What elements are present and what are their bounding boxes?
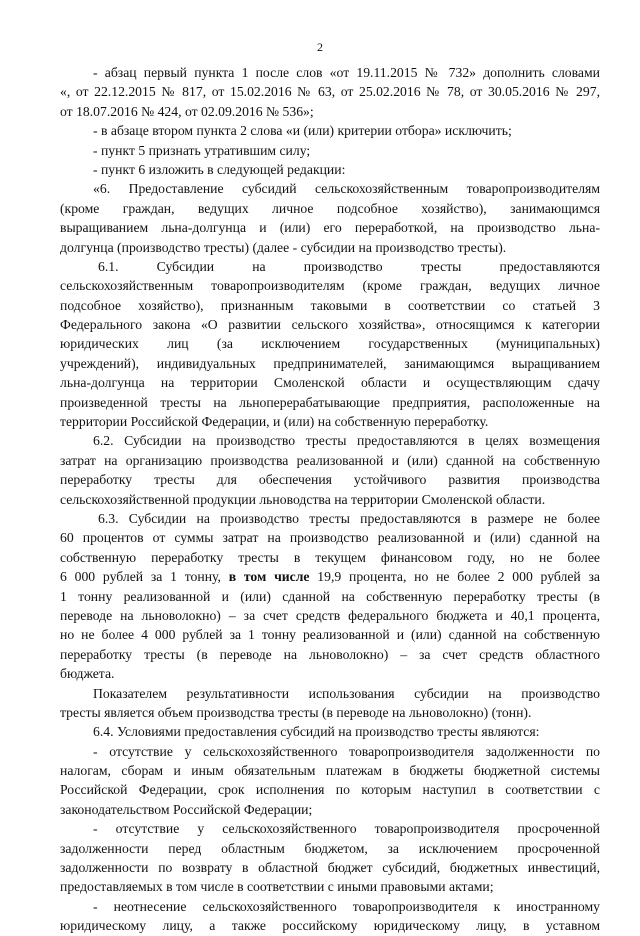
text-line: затрат на организацию производства реализованной и (или) сданной на собственную xyxy=(60,452,600,468)
text-line: 6.2. Субсидии на производство тресты предоставляются в целях возмещения xyxy=(93,433,600,449)
text-line: задолженности перед областным бюджетом, за исключением просроченной xyxy=(60,840,600,856)
text-line: переработку тресты (в переводе на льноволокно) – за счет средств областного xyxy=(60,646,600,662)
text-line: 6.3. Субсидии на производство тресты предоставляются в размере не более xyxy=(98,510,600,526)
text-line: переводе на льноволокно) – за счет средств федерального бюджета и 40,1 процента, xyxy=(60,607,600,623)
text-line: (кроме граждан, ведущих личное подсобное хозяйство), занимающимся xyxy=(60,200,600,216)
page-number: 2 xyxy=(317,40,323,54)
text-line: «6. Предоставление субсидий сельскохозяйственным товаропроизводителям xyxy=(93,181,600,197)
bold-phrase: в том числе xyxy=(228,569,310,585)
text-line: произведенной тресты на льноперерабатывающие предприятия, расположенные на xyxy=(60,394,600,410)
text-line: - неотнесение сельскохозяйственного товаропроизводителя к иностранному xyxy=(93,898,600,914)
text-line: юридических лиц (за исключением государственных (муниципальных) xyxy=(60,336,600,352)
text-line: 6.4. Условиями предоставления субсидий на производство тресты являются: xyxy=(93,724,540,740)
text-line xyxy=(60,567,600,586)
text-line: налогам, сборам и иным обязательным платежам в бюджеты бюджетной системы xyxy=(60,763,600,779)
text-line: переработку тресты для обеспечения устойчивого развития производства xyxy=(60,472,600,488)
text-line: сельскохозяйственным товаропроизводителям (кроме граждан, ведущих личное xyxy=(60,278,600,294)
text-line: льна-долгунца на территории Смоленской области и осуществляющим сдачу xyxy=(60,375,600,391)
text-line: 6.1. Субсидии на производство тресты предоставляются xyxy=(98,258,600,274)
text-line: задолженности по возврату в областной бюджет субсидий, бюджетных инвестиций, xyxy=(60,860,600,876)
text-line: - пункт 5 признать утратившим силу; xyxy=(93,142,311,158)
text-line: собственную переработку тресты в текущем финансовом году, но не более xyxy=(60,549,600,565)
text-line: бюджета. xyxy=(60,666,115,682)
text-line: выращиванием льна-долгунца и (или) его переработкой, на производство льна- xyxy=(60,220,600,236)
text-line: Показателем результативности использования субсидии на производство xyxy=(93,685,600,701)
text-fragment: 19,9 процента, но не более 2 000 рублей за xyxy=(309,569,600,585)
text-line: законодательством Российской Федерации; xyxy=(60,801,313,817)
text-line: но не более 4 000 рублей за 1 тонну реализованной и (или) сданной на собственную xyxy=(60,627,600,643)
text-line: - пункт 6 изложить в следующей редакции: xyxy=(93,161,346,177)
document-body xyxy=(60,63,600,936)
text-line: учреждений), индивидуальных предпринимателей, занимающимся выращиванием xyxy=(60,355,600,371)
text-line: от 18.07.2016 № 424, от 02.09.2016 № 536»; xyxy=(60,103,314,119)
text-line: - в абзаце втором пункта 2 слова «и (или) критерии отбора» исключить; xyxy=(93,123,512,139)
text-line: сельскохозяйственной продукции льноводства на территории Смоленской области. xyxy=(60,491,546,507)
text-line: Российской Федерации, срок исполнения по которым наступил в соответствии с xyxy=(60,782,600,798)
text-line: долгунца (производство тресты) (далее - субсидии на производство тресты). xyxy=(60,239,507,255)
text-line: юридическому лицу, а также российскому юридическому лицу, в уставном xyxy=(60,918,600,934)
text-line: - абзац первый пункта 1 после слов «от 19.11.2015 № 732» дополнить словами xyxy=(93,65,600,80)
text-line: Федерального закона «О развитии сельского хозяйства», относящимся к категории xyxy=(60,317,600,333)
text-line: тресты является объем производства тресты (в переводе на льноволокно) (тонн). xyxy=(60,704,532,720)
text-line: - отсутствие у сельскохозяйственного товаропроизводителя задолженности по xyxy=(93,743,600,759)
text-line: подсобное хозяйство), признанным таковыми в соответствии со статьей 3 xyxy=(60,297,600,313)
text-line: 1 тонну реализованной и (или) сданной на собственную переработку тресты (в xyxy=(60,588,600,604)
text-line: территории Российской Федерации, и (или) на собственную переработку. xyxy=(60,414,489,430)
text-line: предоставляемых в том числе в соответствии с иными правовыми актами; xyxy=(60,879,494,895)
text-line: 60 процентов от суммы затрат на производство реализованной и (или) сданной на xyxy=(60,530,600,546)
text-fragment: 6 000 рублей за 1 тонну, xyxy=(60,569,229,585)
text-line: - отсутствие у сельскохозяйственного товаропроизводителя просроченной xyxy=(93,821,600,837)
text-line: «, от 22.12.2015 № 817, от 15.02.2016 № 63, от 25.02.2016 № 78, от 30.05.2016 № 297, xyxy=(60,84,600,100)
